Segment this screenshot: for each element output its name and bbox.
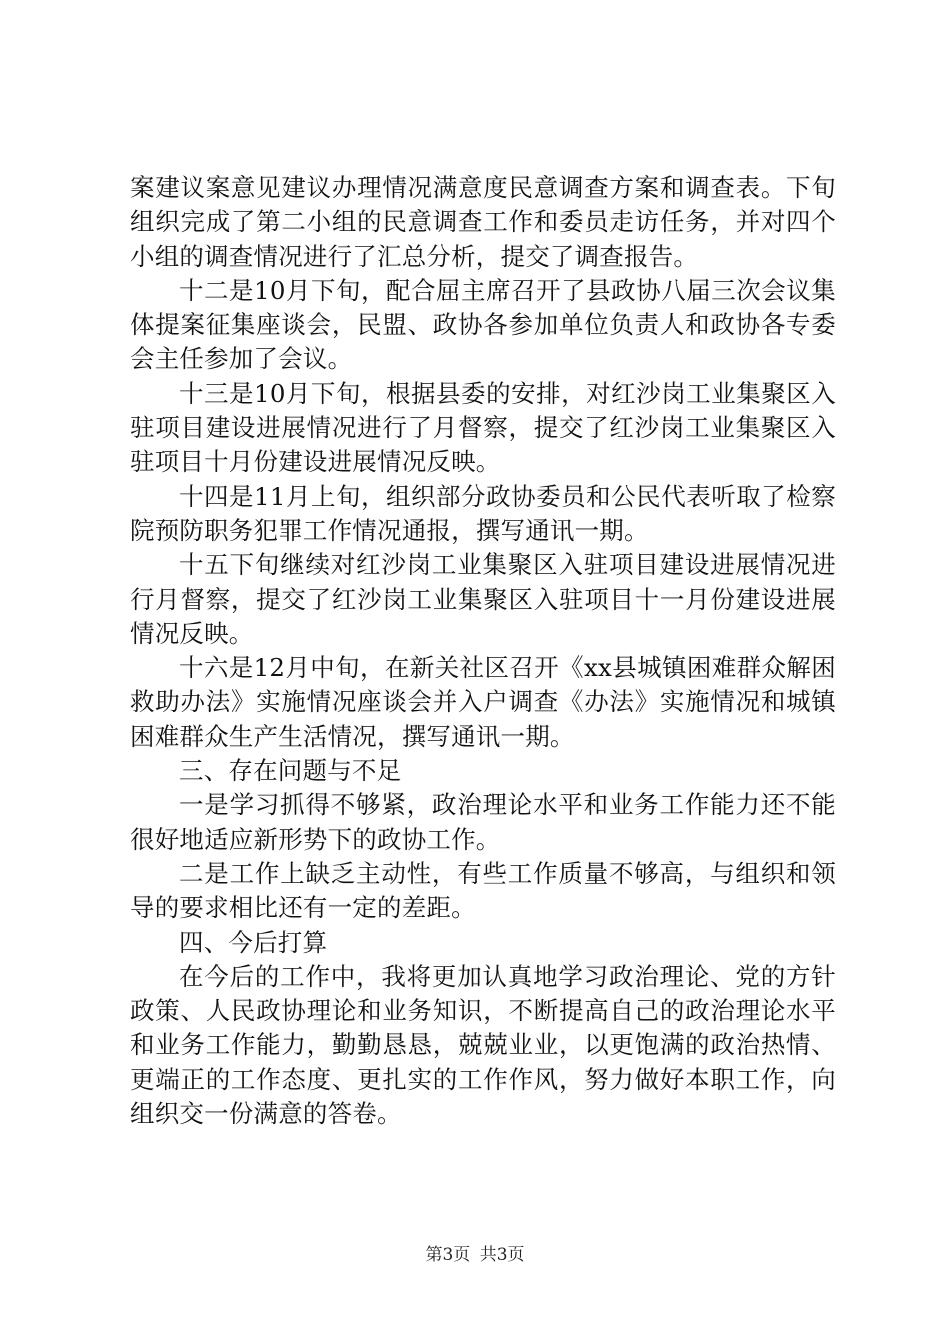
page-number-current: 第3页 (425, 1245, 471, 1265)
paragraph-item-16: 十六是12月中旬，在新关社区召开《xx县城镇困难群众解困救助办法》实施情况座谈会并入户调查《办法》实施情况和城镇困难群众生产生活情况，撰写通讯一期。 (130, 653, 836, 751)
paragraph-plans: 在今后的工作中，我将更加认真地学习政治理论、党的方针政策、人民政协理论和业务知识，不断提高自己的政治理论水平和业务工作能力，勤勤恳恳，兢兢业业，以更饱满的政治热情、更端正的工作态度、更扎实的工作作风，努力做好本职工作，向组织交一份满意的答卷。 (130, 961, 836, 1129)
paragraph-item-13: 十三是10月下旬，根据县委的安排，对红沙岗工业集聚区入驻项目建设进展情况进行了月督察，提交了红沙岗工业集聚区入驻项目十月份建设进展情况反映。 (130, 378, 836, 477)
paragraph-continuation: 案建议案意见建议办理情况满意度民意调查方案和调查表。下旬组织完成了第二小组的民意调查工作和委员走访任务，并对四个小组的调查情况进行了汇总分析，提交了调查报告。 (130, 173, 836, 271)
paragraph-problem-1: 一是学习抓得不够紧，政治理论水平和业务工作能力还不能很好地适应新形势下的政协工作。 (130, 790, 836, 854)
paragraph-item-14: 十四是11月上旬，组织部分政协委员和公民代表听取了检察院预防职务犯罪工作情况通报，撰写通讯一期。 (130, 481, 836, 545)
section-heading-problems: 三、存在问题与不足 (179, 756, 402, 786)
page-footer (0, 1244, 950, 1266)
page-number-total: 共3页 (479, 1245, 525, 1265)
paragraph-item-12: 十二是10月下旬，配合屈主席召开了县政协八届三次会议集体提案征集座谈会，民盟、政协各参加单位负责人和政协各专委会主任参加了会议。 (130, 275, 836, 374)
paragraph-item-15: 十五下旬继续对红沙岗工业集聚区入驻项目建设进展情况进行月督察，提交了红沙岗工业集聚区入驻项目十一月份建设进展情况反映。 (130, 550, 836, 648)
paragraph-problem-2: 二是工作上缺乏主动性，有些工作质量不够高，与组织和领导的要求相比还有一定的差距。 (130, 858, 836, 923)
section-heading-plans: 四、今后打算 (179, 927, 328, 957)
document-body (130, 171, 836, 1131)
